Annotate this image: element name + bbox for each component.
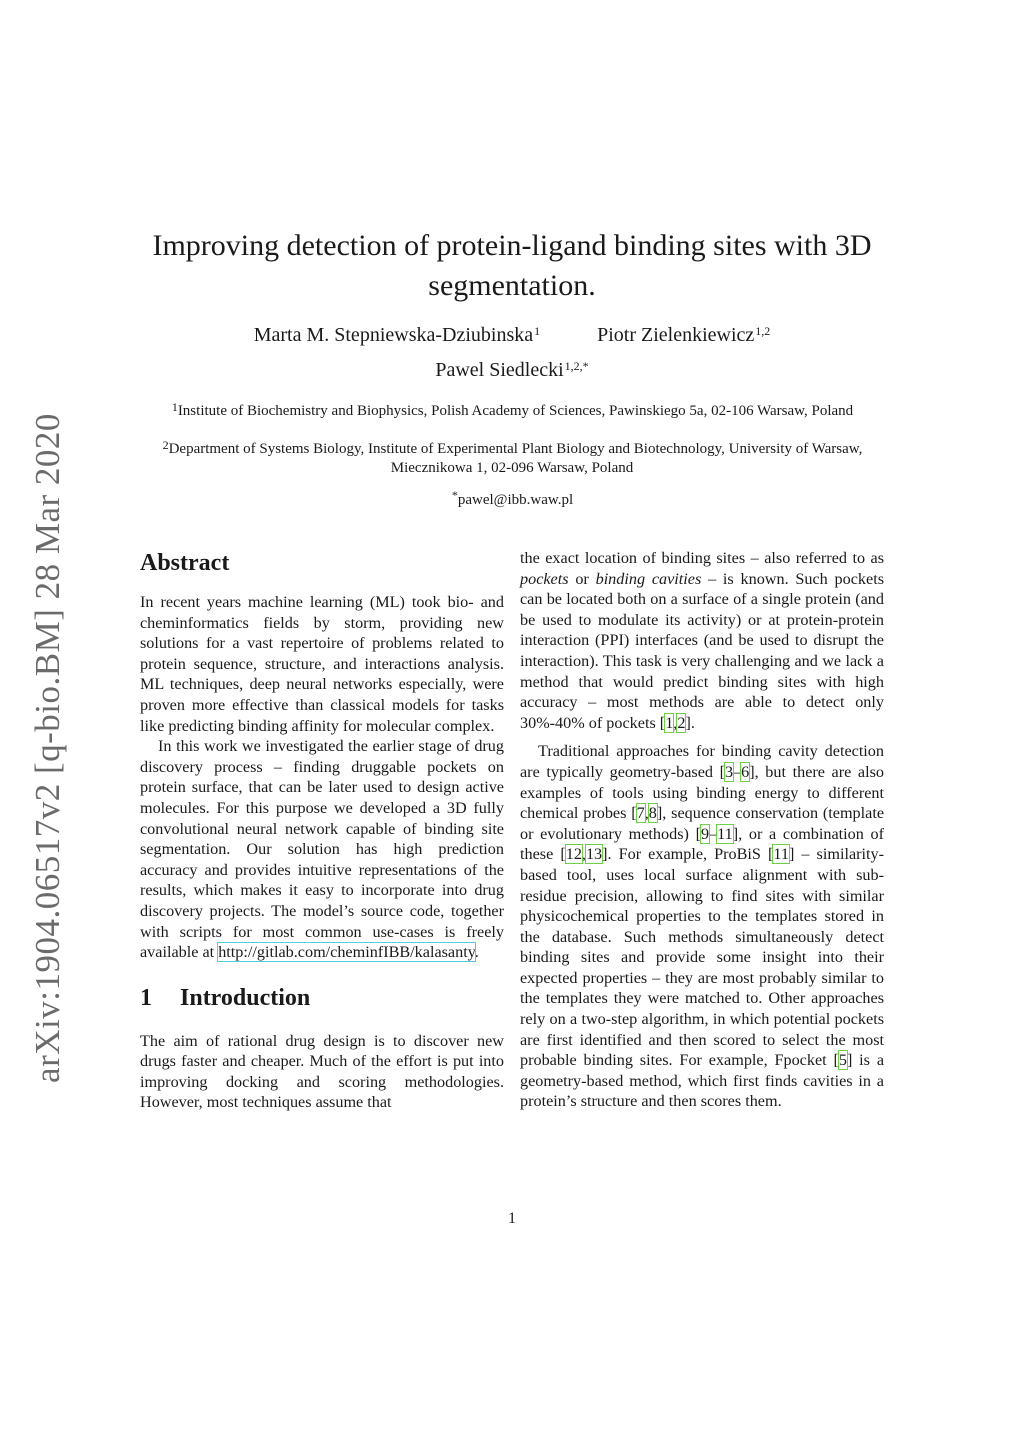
authors-row-1	[140, 322, 884, 348]
author-2: Piotr Zielenkiewicz$^{1,2}$	[597, 324, 771, 346]
source-code-link[interactable]: http://gitlab.com/cheminfIBB/kalasanty	[218, 943, 475, 962]
title-line-2: segmentation.	[428, 269, 596, 302]
abstract-heading: Abstract	[140, 550, 230, 576]
citation-3[interactable]: 3	[724, 762, 734, 781]
citation-9[interactable]: 9	[700, 824, 710, 843]
right-paragraph-1: the exact location of binding sites – also referred to as pockets or binding cavities – is known. Such pockets can be located both on a surface of a single protein (and be used to modulate its activity) or at protein-protein interaction (PPI) interfaces (and be used to disrupt the interaction). This task is very challenging and we lack a method that would predict binding sites with high accuracy – most methods are able to detect only 30%-40% of pockets [1,2].	[520, 549, 885, 732]
authors-row-2	[140, 357, 884, 383]
author-3: Pawel Siedlecki$^{1,2,*}$	[435, 359, 589, 381]
left-column	[140, 548, 504, 1113]
citation-8[interactable]: 8	[648, 804, 657, 823]
affiliation-1: $^1$Institute of Biochemistry and Biophysics, Polish Academy of Sciences, Pawinskiego 5a, 02-106 Warsaw, Poland	[171, 400, 854, 419]
affiliation-2: $^2$Department of Systems Biology, Institute of Experimental Plant Biology and Biotechnology, University of Warsaw, Miecznikowa 1, 02-096 Warsaw, Poland	[162, 438, 863, 476]
corresponding-email: *pawel@ibb.waw.pl	[451, 488, 574, 508]
title-line-1: Improving detection of protein-ligand binding sites with 3D	[152, 229, 872, 262]
citation-11-probis[interactable]: 11	[773, 845, 789, 864]
citation-5[interactable]: 5	[838, 1051, 847, 1070]
arxiv-identifier: arXiv:1904.06517v2 [q-bio.BM] 28 Mar 2020	[28, 413, 67, 1083]
right-column	[520, 548, 884, 1112]
right-paragraph-2: Traditional approaches for binding cavity detection are typically geometry-based [3–6], but there are also examples of tools using binding energy to different chemical probes [7,8], sequence conservation (template or evolutionary methods) [9–11], or a combination of these [12,13]. For example, ProBiS [11] – similarity-based tool, uses local surface alignment with sub-residue precision, allowing to find sites with similar physicochemical properties to the templates stored in the database. Such methods simultaneously detect binding sites and provide some insight into their expected properties – they are most probably similar to the templates they were matched to. Other approaches rely on a two-step algorithm, in which potential pockets are first identified and then scored to select the most probable binding sites. For example, Fpocket [5] is a geometry-based method, which first finds cavities in a protein’s structure and then scores them.	[520, 742, 885, 1111]
introduction-paragraph-1: The aim of rational drug design is to discover new drugs faster and cheaper. Much of the effort is put into improving docking and scoring methodologies. However, most techniques assume that	[140, 1031, 504, 1112]
citation-11[interactable]: 11	[717, 824, 733, 843]
citation-13[interactable]: 13	[585, 845, 603, 864]
citation-1[interactable]: 1	[665, 713, 674, 732]
citation-12[interactable]: 12	[565, 845, 582, 864]
citation-6[interactable]: 6	[741, 762, 750, 781]
author-1: Marta M. Stepniewska-Dziubinska$^1$	[253, 324, 541, 346]
abstract-paragraph-1: In recent years machine learning (ML) took bio- and cheminformatics fields by storm, providing new solutions for a vast repertoire of problems related to protein sequence, structure, and interactions analysis. ML techniques, deep neural networks especially, were proven more effective than classical models for tasks like predicting binding affinity for molecular complex.	[140, 593, 504, 735]
paper-title	[140, 226, 884, 306]
citation-2[interactable]: 2	[677, 713, 686, 732]
page-number: 1	[508, 1210, 516, 1227]
abstract-paragraph-2: In this work we investigated the earlier stage of drug discovery process – finding druggable pockets on protein surface, that can be later used to design active molecules. For this purpose we developed a 3D fully convolutional neural network capable of binding site segmentation. Our solution has high prediction accuracy and provides intuitive representations of the results, which makes it easy to incorporate into drug discovery projects. The model’s source code, together with scripts for most common use-cases is freely available at http://gitlab.com/cheminfIBB/kalasanty.	[140, 737, 504, 962]
introduction-heading: 1 Introduction	[140, 984, 311, 1011]
citation-7[interactable]: 7	[636, 804, 645, 823]
